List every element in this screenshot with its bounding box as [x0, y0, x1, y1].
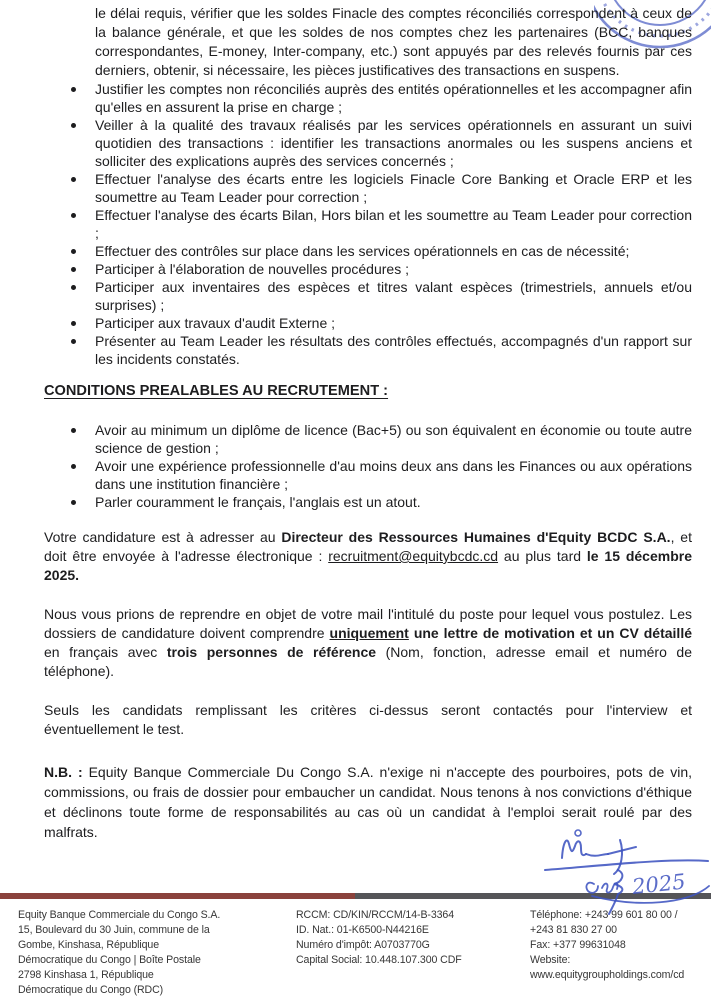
list-item: Effectuer des contrôles sur place dans les services opérationnels en cas de nécessité;: [95, 242, 692, 260]
apply-lead: Votre candidature est à adresser au: [44, 529, 282, 545]
list-item: Présenter au Team Leader les résultats des contrôles effectués, accompagnés d'un rapport sur les incidents constatés.: [95, 333, 692, 367]
footer-contact-info: [530, 908, 705, 983]
shortlist-paragraph: Seuls les candidats remplissant les critères ci-dessus seront contactés pour l'interview et éventuellement le test.: [44, 702, 692, 737]
footer-registration-info: [296, 908, 530, 968]
footer-line: RCCM: CD/KIN/RCCM/14-B-3364: [296, 909, 455, 921]
dossier-paragraph: [44, 605, 692, 681]
list-item: Participer à l'élaboration de nouvelles procédures ;: [95, 260, 692, 278]
apply-deadline: le 15 décembre 2025.: [44, 548, 692, 583]
apply-recipient: Directeur des Ressources Humaines d'Equity BCDC S.A.: [281, 529, 671, 545]
dossier-lead: Nous vous prions de reprendre en objet de votre mail l'intitulé du poste pour lequel vous postulez. Les dossiers de candidature doivent comprendre: [44, 606, 692, 641]
dossier-docs: une lettre de motivation et un CV détaillé: [408, 625, 692, 641]
list-item: Veiller à la qualité des travaux réalisés par les services opérationnels en assurant un suivi quotidien des transactions : identifier les transactions anormales ou les suspens anciens et solliciter des explications auprès des services concernés ;: [95, 117, 692, 169]
footer-line: 2798 Kinshasa 1, République: [18, 969, 154, 981]
footer-line: Equity Banque Commerciale du Congo S.A.: [18, 909, 221, 921]
apply-mid: , et doit être envoyée à l'adresse électronique :: [44, 529, 692, 564]
list-item: Justifier les comptes non réconciliés auprès des entités opérationnelles et les accompagner afin qu'elles en assurent la prise en charge ;: [95, 81, 692, 115]
apply-tail: au plus tard: [498, 548, 587, 564]
footer-line: Téléphone: +243 99 601 80 00 /: [530, 909, 678, 921]
footer-line: +243 81 830 27 00: [530, 924, 617, 936]
dossier-tail: (Nom, fonction, adresse email et numéro de téléphone).: [44, 644, 692, 679]
footer-website: www.equitygroupholdings.com/cd: [530, 969, 685, 981]
footer-line: Numéro d'impôt: A0703770G: [296, 939, 430, 951]
footer-line: Gombe, Kinshasa, République: [18, 939, 159, 951]
footer-line: Website:: [530, 954, 571, 966]
continuation-paragraph: le délai requis, vérifier que les soldes Finacle des comptes réconciliés correspondent à ceux de la balance générale, et que les soldes de nos comptes chez les partenaires (BCC, banques correspondantes, E-money, Inter-company, etc.) sont appuyés par des relevés fournis par ces derniers, obtenir, si nécessaire, les pièces justificatives des transactions en suspens.: [95, 5, 692, 78]
nb-label: N.B. :: [44, 764, 83, 780]
list-item: Avoir au minimum un diplôme de licence (Bac+5) ou son équivalent en économie ou toute autre science de gestion ;: [95, 422, 692, 456]
footer-line: Démocratique du Congo | Boîte Postale: [18, 954, 201, 966]
footer: [0, 893, 711, 998]
list-item: Participer aux travaux d'audit Externe ;: [95, 314, 692, 332]
footer-line: Démocratique du Congo (RDC): [18, 984, 164, 996]
nb-text: Equity Banque Commerciale Du Congo S.A. n'exige ni n'accepte des pourboires, pots de vin, commissions, ou frais de dossier pour embaucher un candidat. Nous tenons à nos convictions d'éthique et déclinons toute forme de responsabilités au cas où un candidat à l'emploi serait roulé par des malfrats.: [44, 764, 692, 840]
footer-line: Fax: +377 99631048: [530, 939, 626, 951]
nb-paragraph: [44, 762, 692, 842]
footer-line: ID. Nat.: 01-K6500-N44216E: [296, 924, 429, 936]
signature-year: 2025: [631, 869, 687, 899]
list-item: Effectuer l'analyse des écarts entre les logiciels Finacle Core Banking et Oracle ERP et les soumettre au Team Leader pour correction ;: [95, 171, 692, 205]
footer-company-address: [18, 908, 296, 998]
responsibilities-list: [44, 80, 692, 368]
dossier-refs: trois personnes de référence: [166, 644, 377, 660]
list-item: Avoir une expérience professionnelle d'au moins deux ans dans les Finances ou aux opérations dans une institution financière ;: [95, 458, 692, 492]
conditions-list: [44, 421, 692, 511]
footer-separator: [0, 893, 711, 899]
footer-line: Capital Social: 10.448.107.300 CDF: [296, 954, 462, 966]
application-paragraph: [44, 528, 692, 585]
separator-gray-segment: [355, 893, 711, 899]
email-link[interactable]: recruitment@equitybcdc.cd: [328, 548, 499, 564]
section-heading: CONDITIONS PREALABLES AU RECRUTEMENT :: [44, 383, 389, 399]
separator-red-segment: [0, 893, 355, 899]
list-item: Parler couramment le français, l'anglais est un atout.: [95, 493, 692, 511]
footer-line: 15, Boulevard du 30 Juin, commune de la: [18, 924, 210, 936]
list-item: Effectuer l'analyse des écarts Bilan, Hors bilan et les soumettre au Team Leader pour correction ;: [95, 207, 692, 241]
list-item: Participer aux inventaires des espèces et titres valant espèces (trimestriels, annuels et/ou surprises) ;: [95, 279, 692, 313]
dossier-mid: en français avec: [44, 644, 167, 660]
dossier-uniquement: uniquement: [329, 625, 409, 641]
